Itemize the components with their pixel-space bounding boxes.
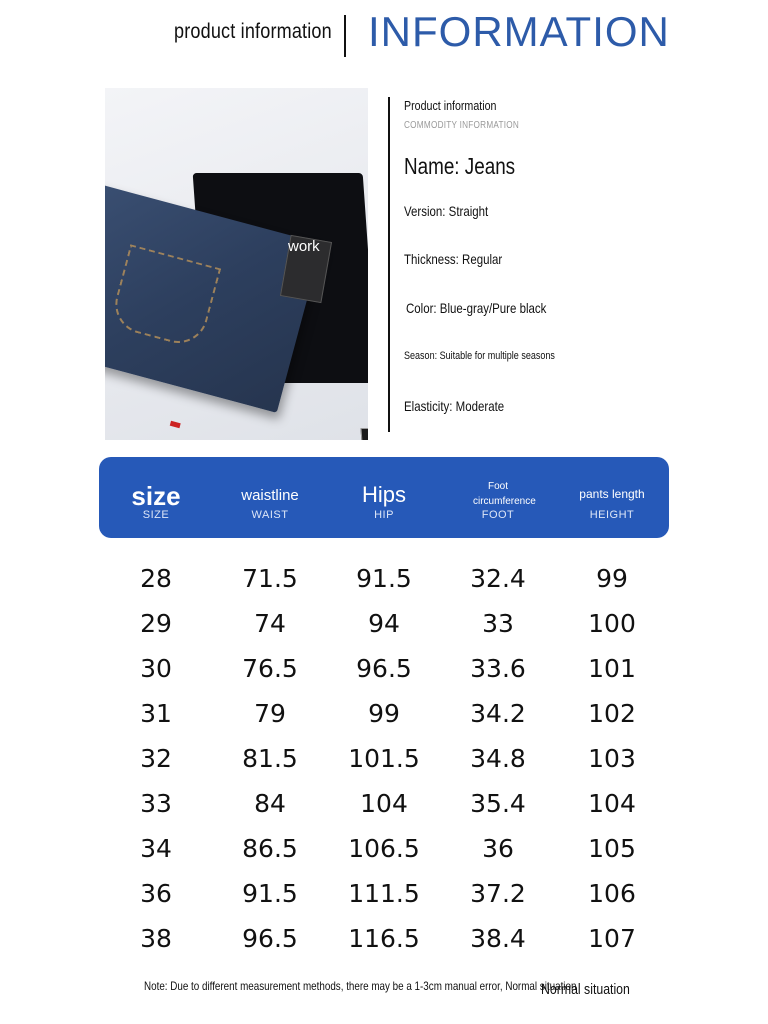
table-cell: 32 <box>140 744 172 773</box>
table-cell: 37.2 <box>470 879 526 908</box>
table-cell: 91.5 <box>242 879 298 908</box>
header-left-title: product information <box>174 20 332 43</box>
table-cell: 86.5 <box>242 834 298 863</box>
product-version: Version: Straight <box>404 203 489 219</box>
table-cell: 34 <box>140 834 172 863</box>
info-divider <box>388 97 390 432</box>
product-photo <box>105 88 368 440</box>
col-header-length: pants length HEIGHT <box>579 487 645 521</box>
info-subtitle: COMMODITY INFORMATION <box>404 120 520 131</box>
table-row <box>99 564 669 604</box>
table-cell: 74 <box>254 609 286 638</box>
table-row <box>99 924 669 964</box>
table-cell: 34.8 <box>470 744 526 773</box>
table-cell: 111.5 <box>348 879 420 908</box>
table-cell: 32.4 <box>470 564 526 593</box>
table-cell: 28 <box>140 564 172 593</box>
product-thickness: Thickness: Regular <box>404 251 503 267</box>
photo-watermark: work <box>288 238 320 255</box>
table-row <box>99 654 669 694</box>
table-cell: 36 <box>482 834 514 863</box>
product-season: Season: Suitable for multiple seasons <box>404 350 555 362</box>
table-cell: 36 <box>140 879 172 908</box>
page-header <box>0 0 768 70</box>
table-cell: 29 <box>140 609 172 638</box>
table-row <box>99 879 669 919</box>
table-cell: 33.6 <box>470 654 526 683</box>
col-header-size: size SIZE <box>131 481 181 521</box>
info-title: Product information <box>404 98 497 113</box>
back-pocket <box>109 244 222 349</box>
table-cell: 106 <box>588 879 636 908</box>
table-cell: 81.5 <box>242 744 298 773</box>
footer-note: Note: Due to different measurement methods, there may be a 1-3cm manual error, Normal situation <box>144 979 577 993</box>
table-row <box>99 789 669 829</box>
size-table-header <box>99 457 669 538</box>
table-cell: 96.5 <box>242 924 298 953</box>
col-header-hip: Hips HIP <box>361 482 406 521</box>
table-cell: 104 <box>588 789 636 818</box>
header-divider <box>344 15 346 57</box>
product-elasticity: Elasticity: Moderate <box>404 398 505 414</box>
table-row <box>99 609 669 649</box>
brand-patch-icon <box>360 428 368 440</box>
header-right-title: INFORMATION <box>368 8 670 55</box>
table-cell: 101 <box>588 654 636 683</box>
table-cell: 38.4 <box>470 924 526 953</box>
table-cell: 103 <box>588 744 636 773</box>
table-cell: 102 <box>588 699 636 728</box>
table-cell: 31 <box>140 699 172 728</box>
table-cell: 96.5 <box>356 654 412 683</box>
table-cell: 79 <box>254 699 286 728</box>
table-row <box>99 744 669 784</box>
table-cell: 91.5 <box>356 564 412 593</box>
table-cell: 33 <box>482 609 514 638</box>
table-cell: 99 <box>368 699 400 728</box>
table-row <box>99 834 669 874</box>
table-row <box>99 699 669 739</box>
table-cell: 76.5 <box>242 654 298 683</box>
table-cell: 33 <box>140 789 172 818</box>
table-cell: 99 <box>596 564 628 593</box>
col-header-waist: waistline WAIST <box>241 487 299 521</box>
table-cell: 34.2 <box>470 699 526 728</box>
footer-note-suffix: Normal situation <box>541 981 630 998</box>
table-cell: 104 <box>360 789 408 818</box>
product-name: Name: Jeans <box>404 153 516 179</box>
table-cell: 107 <box>588 924 636 953</box>
table-cell: 71.5 <box>242 564 298 593</box>
product-color: Color: Blue-gray/Pure black <box>406 300 547 316</box>
col-header-foot: Foot circumference FOOT <box>473 481 536 521</box>
table-cell: 105 <box>588 834 636 863</box>
table-cell: 101.5 <box>348 744 420 773</box>
table-cell: 84 <box>254 789 286 818</box>
table-cell: 30 <box>140 654 172 683</box>
table-cell: 94 <box>368 609 400 638</box>
table-cell: 38 <box>140 924 172 953</box>
red-tab <box>170 421 181 428</box>
table-cell: 106.5 <box>348 834 420 863</box>
table-cell: 116.5 <box>348 924 420 953</box>
table-cell: 35.4 <box>470 789 526 818</box>
table-cell: 100 <box>588 609 636 638</box>
